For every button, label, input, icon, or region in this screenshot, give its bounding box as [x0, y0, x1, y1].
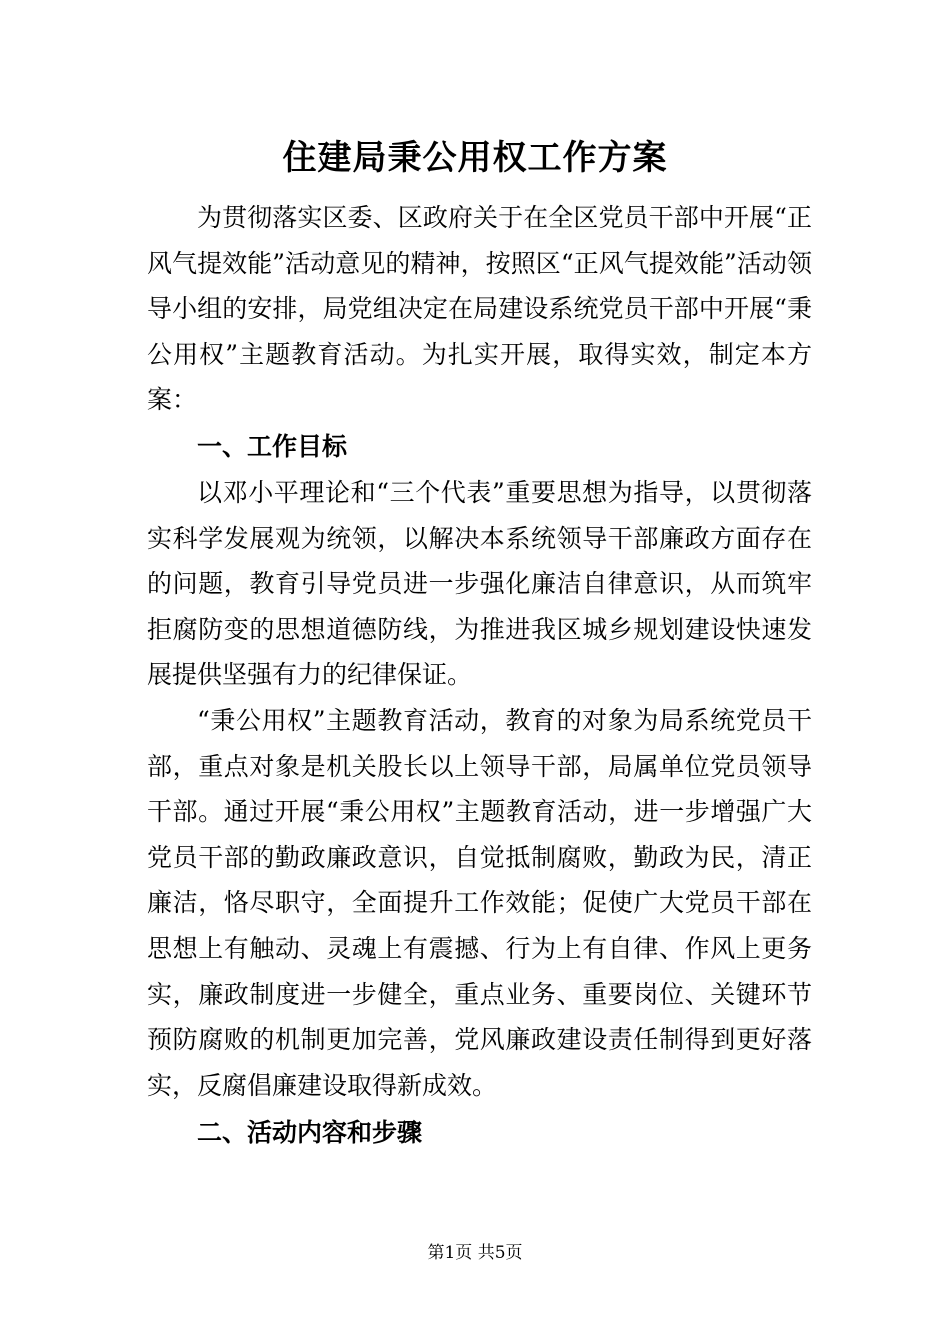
goal-paragraph: 以邓小平理论和“三个代表”重要思想为指导，以贯彻落实科学发展观为统领，以解决本系统领导干部廉政方面存在的问题，教育引导党员进一步强化廉洁自律意识，从而筑牢拒腐防变的思想道德防线，为推进我区城乡规划建设快速发展提供坚强有力的纪律保证。	[147, 478, 812, 690]
section-heading-goals: 一、工作目标	[197, 432, 348, 461]
scope-paragraph: “秉公用权”主题教育活动，教育的对象为局系统党员干部，重点对象是机关股长以上领导干部，局属单位党员领导干部。通过开展“秉公用权”主题教育活动，进一步增强广大党员干部的勤政廉政意识，自觉抵制腐败，勤政为民，清正廉洁，恪尽职守，全面提升工作效能；促使广大党员干部在思想上有触动、灵魂上有震撼、行为上有自律、作风上更务实，廉政制度进一步健全，重点业务、重要岗位、关键环节预防腐败的机制更加完善，党风廉政建设责任制得到更好落实，反腐倡廉建设取得新成效。	[147, 706, 812, 1100]
intro-paragraph: 为贯彻落实区委、区政府关于在全区党员干部中开展“正风气提效能”活动意见的精神，按照区“正风气提效能”活动领导小组的安排，局党组决定在局建设系统党员干部中开展“秉公用权”主题教育活动。为扎实开展，取得实效，制定本方案：	[147, 203, 812, 415]
document-title: 住建局秉公用权工作方案	[282, 138, 668, 178]
section-heading-steps: 二、活动内容和步骤	[197, 1118, 423, 1147]
page-number-footer: 第1页 共5页	[427, 1243, 523, 1263]
